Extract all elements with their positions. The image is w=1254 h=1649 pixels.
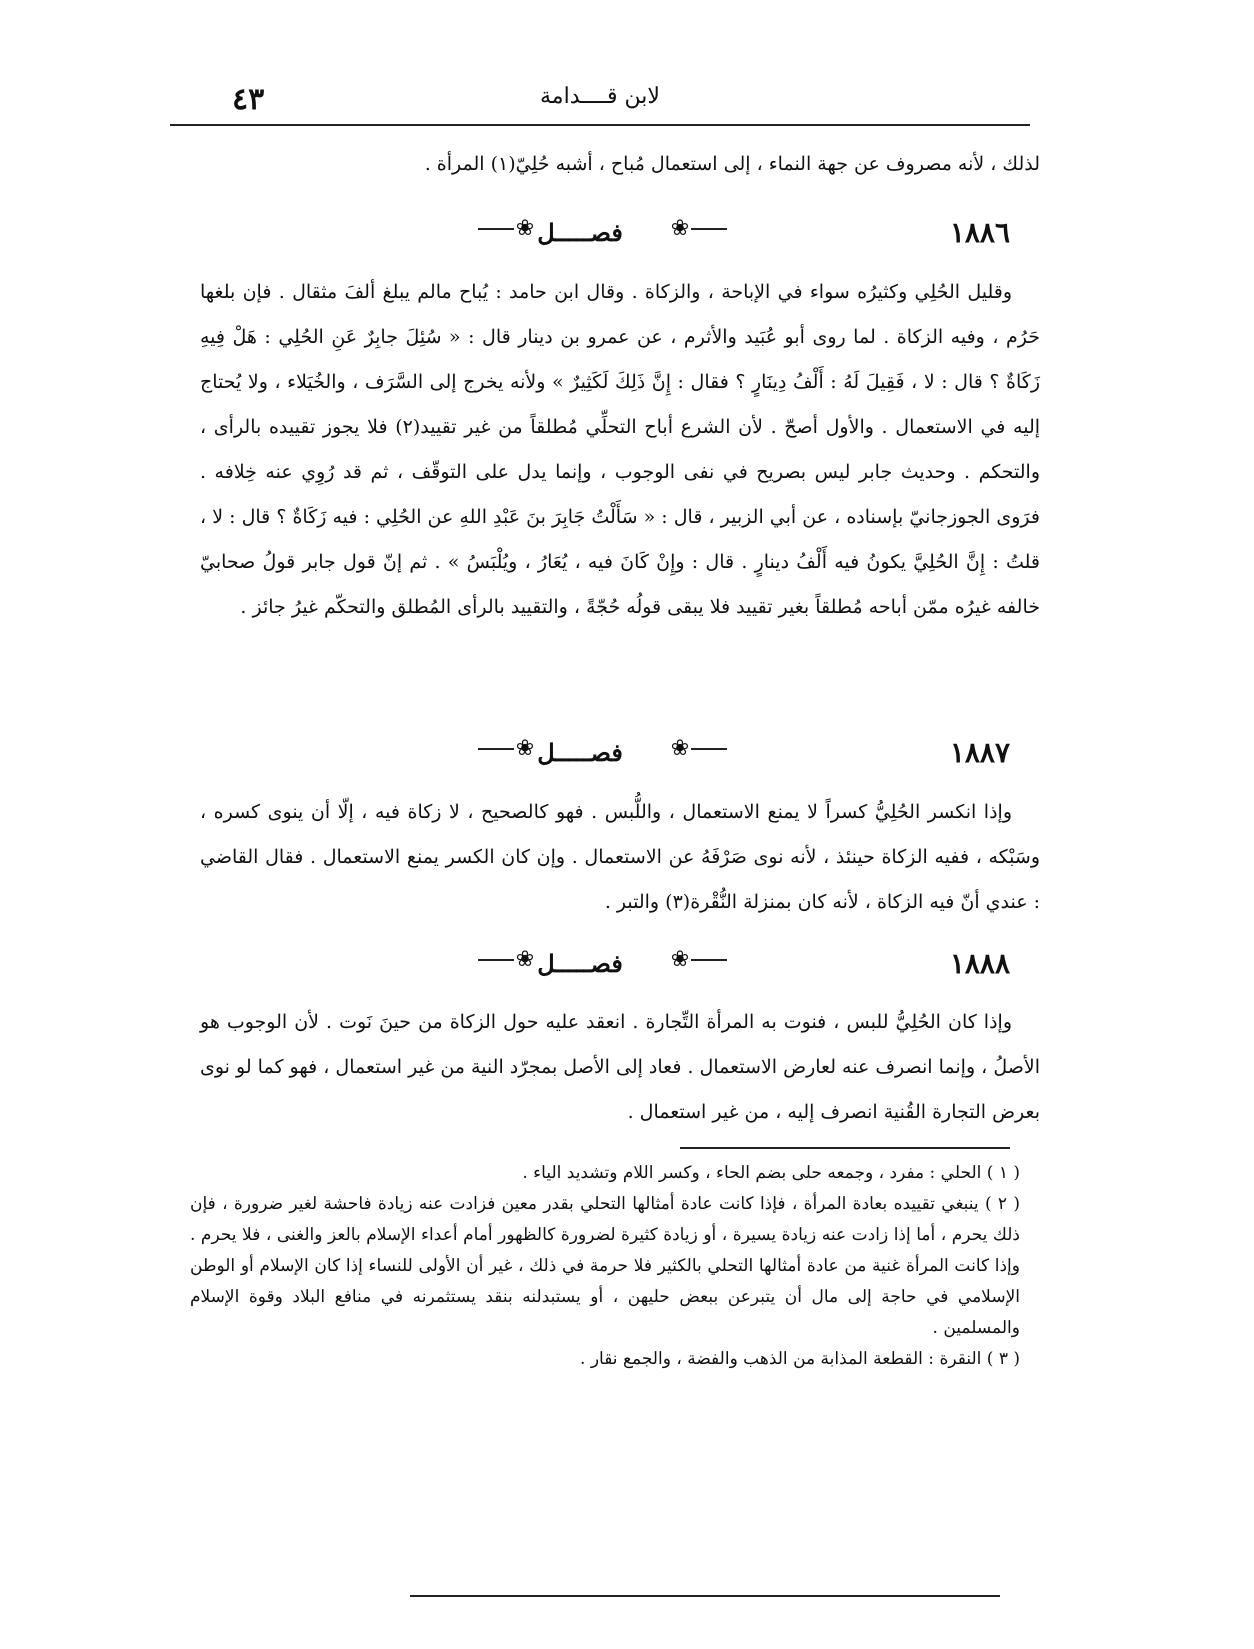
- flower-ornament-icon: ❀: [515, 736, 535, 761]
- section-label: فصـــــل: [537, 949, 623, 978]
- footnote-1: ( ١ ) الحلي : مفرد ، وجمعه حلى بضم الحاء ، وكسر اللام وتشديد الياء .: [522, 1163, 1020, 1183]
- page-header: [170, 78, 1030, 118]
- page-number: ٤٣: [232, 82, 265, 117]
- section-heading-1887: [200, 732, 1040, 776]
- section-number: ١٨٨٨: [949, 947, 1010, 980]
- ornament-rule: [691, 748, 727, 750]
- ornament-right: [660, 216, 740, 241]
- section-paragraph: وقليل الحُلِي وكثيرُه سواء في الإباحة ، والزكاة . وقال ابن حامد : يُباح مالم يبلغ ألفَ مثقال . فإن بلغها حَرُم ، وفيه الزكاة . لما روى أبو عُبَيد والأثرم ، عن عمرو بن دينار قال : « سُئِلَ جابِرٌ عَنِ الحُلِي : هَلْ فِيهِ زَكَاةٌ ؟ قال : لا ، فَقِيلَ لَهُ : أَلْفُ دِينَارٍ ؟ فقال : إِنَّ ذَلِكَ لَكَثِيرٌ » ولأنه يخرج إلى السَّرَف ، والخُيَلاء ، ولا يُحتاج إليه في الاستعمال . والأول أصحّ . لأن الشرع أباح التحلِّي مُطلقاً من غير تقييد(٢) فلا يجوز تقييده بالرأى ، والتحكم . وحديث جابر ليس بصريح في نفى الوجوب ، وإنما يدل على التوقّف ، ثم قد رُوِي عنه خِلافه . فرَوى الجوزجانيّ بإسناده ، عن أبي الزبير ، قال : « سَأَلْتُ جَابِرَ بنَ عَبْدِ اللهِ عن الحُلِي : فيه زَكَاةٌ ؟ قال : لا ، قلتُ : إِنَّ الحُلِيَّ يكونُ فيه أَلْفُ دينارٍ . قال : وإِنْ كَانَ فيه ، يُعَارُ ، ويُلْبَسُ » . ثم إنّ قول جابر قولُ صحابيّ خالفه غيرُه ممّن أباحه مُطلقاً بغير تقييد فلا يبقى قولُه حُجّةً ، والتقييد بالرأى المُطلق والتحكّم غيرُ جائز .: [200, 281, 1041, 618]
- ornament-right: [660, 736, 740, 761]
- footnote-rule: [680, 1147, 1010, 1149]
- header-rule: [170, 124, 1030, 126]
- ornament-rule: [691, 959, 727, 961]
- ornament-rule: [691, 228, 727, 230]
- section-heading-1886: [200, 212, 1040, 256]
- section-label: فصـــــل: [537, 218, 623, 247]
- flower-ornament-icon: ❀: [670, 947, 690, 972]
- flower-ornament-icon: ❀: [515, 947, 535, 972]
- section-body-1887: [200, 790, 1040, 925]
- running-title: لابن قــــدامة: [540, 84, 660, 109]
- section-body-1888: [200, 1000, 1040, 1135]
- flower-ornament-icon: ❀: [670, 216, 690, 241]
- section-body-1886: [200, 270, 1040, 630]
- intro-block: [200, 142, 1040, 187]
- section-number: ١٨٨٦: [949, 216, 1010, 249]
- section-number: ١٨٨٧: [949, 736, 1010, 769]
- footnote-3: ( ٣ ) النقرة : القطعة المذابة من الذهب والفضة ، والجمع نقار .: [580, 1349, 1020, 1369]
- section-heading-1888: [200, 943, 1040, 987]
- bottom-rule: [410, 1595, 1000, 1597]
- section-paragraph: وإذا كان الحُلِيُّ للبس ، فنوت به المرأة التِّجارة . انعقد عليه حول الزكاة من حينَ نَوت . لأن الوجوب هو الأصلُ ، وإنما انصرف عنه لعارض الاستعمال . فعاد إلى الأصل بمجرّد النية من غير استعمال ، فهو كما لو نوى بعرض التجارة القُنية انصرف إليه ، من غير استعمال .: [200, 1011, 1040, 1123]
- section-paragraph: وإذا انكسر الحُلِيُّ كسراً لا يمنع الاستعمال ، واللُّبس . فهو كالصحيح ، لا زكاة فيه ، إلّا أن ينوى كسره ، وسَبْكه ، ففيه الزكاة حينئذ ، لأنه نوى صَرْفَهُ عن الاستعمال . وإن كان الكسر يمنع الاستعمال . فقال القاضي : عندي أنّ فيه الزكاة ، لأنه كان بمنزلة النُّقْرة(٣) والتبر .: [200, 801, 1040, 913]
- intro-paragraph: لذلك ، لأنه مصروف عن جهة النماء ، إلى استعمال مُباح ، أشبه حُلِيّ(١) المرأة .: [424, 153, 1040, 175]
- flower-ornament-icon: ❀: [515, 216, 535, 241]
- section-label: فصـــــل: [537, 738, 623, 767]
- footnotes: [190, 1158, 1020, 1375]
- flower-ornament-icon: ❀: [670, 736, 690, 761]
- ornament-right: [660, 947, 740, 972]
- footnote-2: ( ٢ ) ينبغي تقييده بعادة المرأة ، فإذا كانت عادة أمثالها التحلي بقدر معين فزادت عنه زيادة فاحشة لغير ضرورة ، فإن ذلك يحرم ، أما إذا زادت عنه زيادة يسيرة ، أو زيادة كثيرة لضرورة كالظهور أمام أعداء الإسلام بالعز والغنى ، فلا يحرم . وإذا كانت المرأة غنية من عادة أمثالها التحلي بالكثير فلا حرمة في ذلك ، غير أن الأولى للنساء إذا كان الإسلام أو الوطن الإسلامي في حاجة إلى مال أن يتبرعن ببعض حليهن ، أو يستبدلنه بنقد يستثمرنه في منافع البلاد وقوة الإسلام والمسلمين .: [190, 1194, 1020, 1338]
